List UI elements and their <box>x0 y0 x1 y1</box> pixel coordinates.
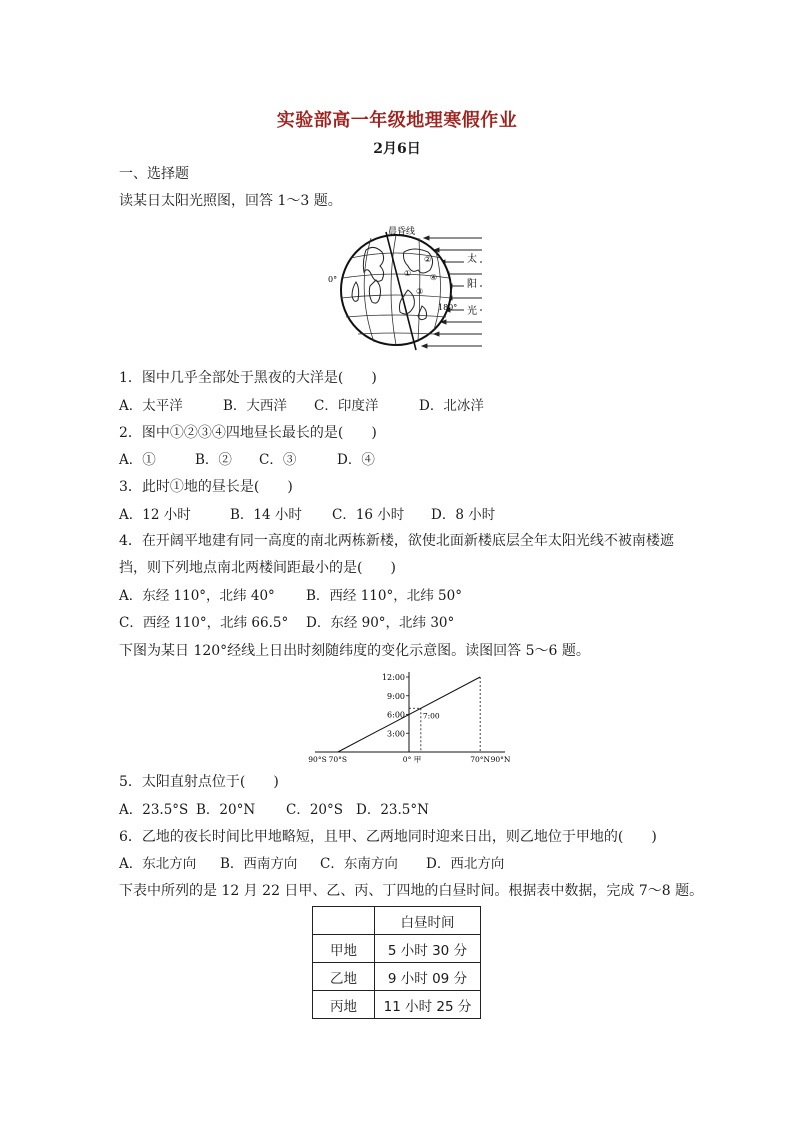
sunrise-latitude-chart <box>300 668 520 764</box>
table-cell: 11 小时 25 分 <box>375 991 481 1019</box>
x-tick-label: 70°S <box>328 755 348 764</box>
meridian-180-label: 180° <box>438 303 458 312</box>
sun-char-3: 光 <box>467 306 477 317</box>
annotation-label: 7:00 <box>422 711 440 721</box>
x-tick-label: 70°N <box>470 755 491 764</box>
document-date: 2月6日 <box>373 141 421 157</box>
q4-option-a: A．东经 110°，北纬 40° <box>119 588 275 604</box>
q3-option-a: A．12 小时 <box>119 507 191 523</box>
table-cell: 5 小时 30 分 <box>375 935 481 963</box>
q1-option-b: B．大西洋 <box>223 398 287 414</box>
q4-option-b: B．西经 110°，北纬 50° <box>306 588 462 604</box>
terminator-label: 晨昏线 <box>388 227 416 237</box>
q5-option-b: B．20°N <box>196 802 256 818</box>
q2-option-a: A．① <box>119 452 156 468</box>
table-cell: 9 小时 09 分 <box>375 963 481 991</box>
q5-option-a: A．23.5°S <box>119 802 189 818</box>
daylight-table <box>312 906 481 1019</box>
sun-char-2: 阳 <box>467 279 477 290</box>
q2-option-b: B．② <box>195 452 232 468</box>
table-intro: 下表中所列的是 12 月 22 日甲、乙、丙、丁四地的白昼时间。根据表中数据，完成 7～8 题。 <box>119 883 704 899</box>
q5-option-d: D．23.5°N <box>356 802 429 818</box>
question-2: 2．图中①②③④四地昼长最长的是( ) <box>119 425 377 441</box>
q6-option-d: D．西北方向 <box>426 856 505 872</box>
question-6: 6．乙地的夜长时间比甲地略短，且甲、乙两地同时迎来日出，则乙地位于甲地的( ) <box>119 829 657 845</box>
table-cell: 乙地 <box>313 963 375 991</box>
q6-option-c: C．东南方向 <box>320 856 398 872</box>
table-row <box>313 991 481 1019</box>
y-tick-label: 9:00 <box>387 691 405 701</box>
figure2-intro: 下图为某日 120°经线上日出时刻随纬度的变化示意图。读图回答 5～6 题。 <box>119 643 590 659</box>
zero-meridian-label: 0° <box>328 275 338 284</box>
x-tick-label: 90°N <box>490 755 511 764</box>
section-intro: 读某日太阳光照图，回答 1～3 题。 <box>119 193 342 209</box>
question-4-line-1: 4．在开阔平地建有同一高度的南北两栋新楼，欲使北面新楼底层全年太阳光线不被南楼遮 <box>119 533 674 549</box>
q6-option-a: A．东北方向 <box>119 856 197 872</box>
table-header-row <box>313 907 481 935</box>
sunlight-globe-figure <box>326 220 486 355</box>
q1-option-d: D．北冰洋 <box>419 398 484 414</box>
q5-option-c: C．20°S <box>286 802 344 818</box>
y-tick-label: 12:00 <box>381 673 405 682</box>
q2-option-d: D．④ <box>337 452 375 468</box>
table-row <box>313 963 481 991</box>
table-row <box>313 935 481 963</box>
x-tick-label: 0° 甲 <box>402 755 422 764</box>
q6-option-b: B．西南方向 <box>220 856 298 872</box>
question-4-line-2: 挡，则下列地点南北两楼间距最小的是( ) <box>119 560 396 576</box>
section-heading: 一、选择题 <box>119 166 189 182</box>
x-tick-label: 90°S <box>308 755 327 764</box>
document-title: 实验部高一年级地理寒假作业 <box>276 110 518 131</box>
question-5: 5．太阳直射点位于( ) <box>119 774 279 790</box>
table-cell: 甲地 <box>313 935 375 963</box>
marker-4: ④ <box>430 273 438 282</box>
q1-option-a: A．太平洋 <box>119 398 183 414</box>
marker-3: ③ <box>416 287 424 296</box>
y-tick-label: 6:00 <box>387 710 405 720</box>
table-cell: 丙地 <box>313 991 375 1019</box>
q4-option-d: D．东经 90°，北纬 30° <box>306 615 455 631</box>
y-tick-label: 3:00 <box>387 729 405 739</box>
question-1: 1．图中几乎全部处于黑夜的大洋是( ) <box>119 370 377 386</box>
sun-char-1: 太 <box>467 254 477 265</box>
q1-option-c: C．印度洋 <box>314 398 379 414</box>
q2-option-c: C．③ <box>259 452 297 468</box>
q3-option-d: D．8 小时 <box>431 507 496 523</box>
question-3: 3．此时①地的昼长是( ) <box>119 479 293 495</box>
q3-option-b: B．14 小时 <box>230 507 302 523</box>
table-header-cell: 白昼时间 <box>375 907 481 935</box>
marker-2: ② <box>424 255 432 264</box>
q3-option-c: C．16 小时 <box>332 507 405 523</box>
q4-option-c: C．西经 110°，北纬 66.5° <box>119 615 289 631</box>
marker-1: ① <box>404 269 412 278</box>
table-header-cell <box>313 907 375 935</box>
